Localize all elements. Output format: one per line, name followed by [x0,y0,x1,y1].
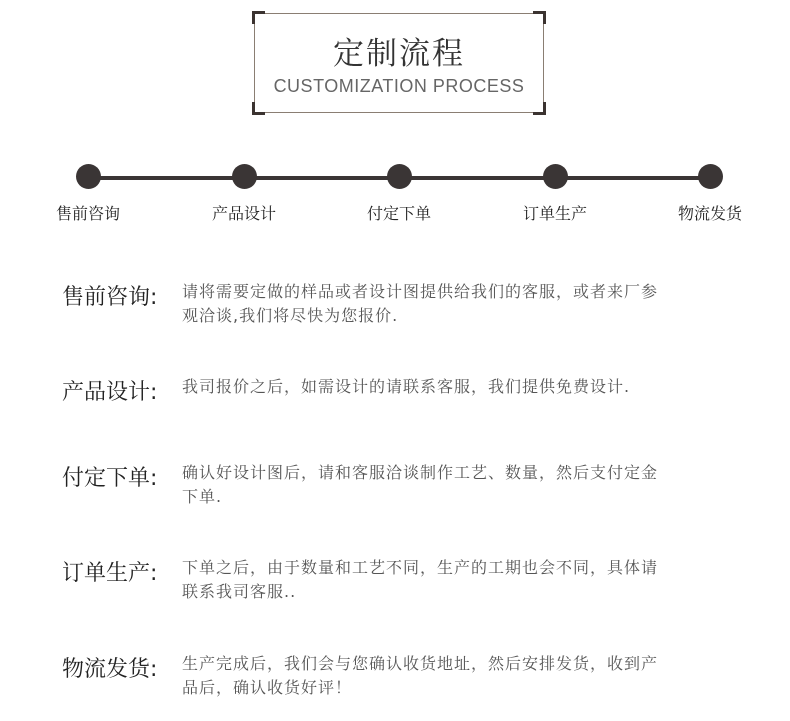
section-label: 售前咨询: [62,285,158,310]
section-text-line: 确认好设计图后，请和客服洽谈制作工艺、数量，然后支付定金 [182,463,659,482]
section-text [182,556,742,604]
timeline-step-label: 付定下单 [366,204,431,223]
section-text [182,280,742,328]
section-text-line: 请将需要定做的样品或者设计图提供给我们的客服，或者来厂参 [182,282,659,301]
section-label: 物流发货: [62,657,158,682]
process-timeline [0,160,790,230]
section-text [182,652,742,700]
timeline-step-presale [28,164,148,224]
timeline-dot [76,164,101,189]
section-text-line: 下单. [182,487,223,506]
section-text-line: 品后，确认收货好评！ [182,678,353,697]
timeline-step-label: 订单生产 [522,204,587,223]
timeline-dot [232,164,257,189]
section-text-line: 下单之后，由于数量和工艺不同，生产的工期也会不同，具体请 [182,558,659,577]
section-text [182,375,742,399]
section-label: 订单生产: [62,561,158,586]
section-text-line: 我司报价之后，如需设计的请联系客服，我们提供免费设计. [182,377,631,396]
timeline-dot [698,164,723,189]
page-subtitle: CUSTOMIZATION PROCESS [273,76,525,96]
timeline-step-shipping [650,164,770,224]
section-text [182,461,742,509]
timeline-step-design [184,164,304,224]
timeline-step-label: 售前咨询 [55,204,120,223]
timeline-step-label: 物流发货 [677,204,742,223]
frame-corner [252,11,265,24]
frame-corner [252,102,265,115]
timeline-step-label: 产品设计 [211,204,276,223]
frame-corner [533,102,546,115]
title-frame [254,13,544,113]
timeline-dot [387,164,412,189]
timeline-dot [543,164,568,189]
section-text-line: 生产完成后，我们会与您确认收货地址，然后安排发货，收到产 [182,654,659,673]
timeline-step-production [495,164,615,224]
timeline-step-order [339,164,459,224]
section-text-line: 联系我司客服.. [182,582,297,601]
page-title: 定制流程 [333,36,465,72]
section-text-line: 观洽谈,我们将尽快为您报价. [182,306,399,325]
section-label: 付定下单: [62,466,158,491]
section-label: 产品设计: [62,380,158,405]
frame-corner [533,11,546,24]
